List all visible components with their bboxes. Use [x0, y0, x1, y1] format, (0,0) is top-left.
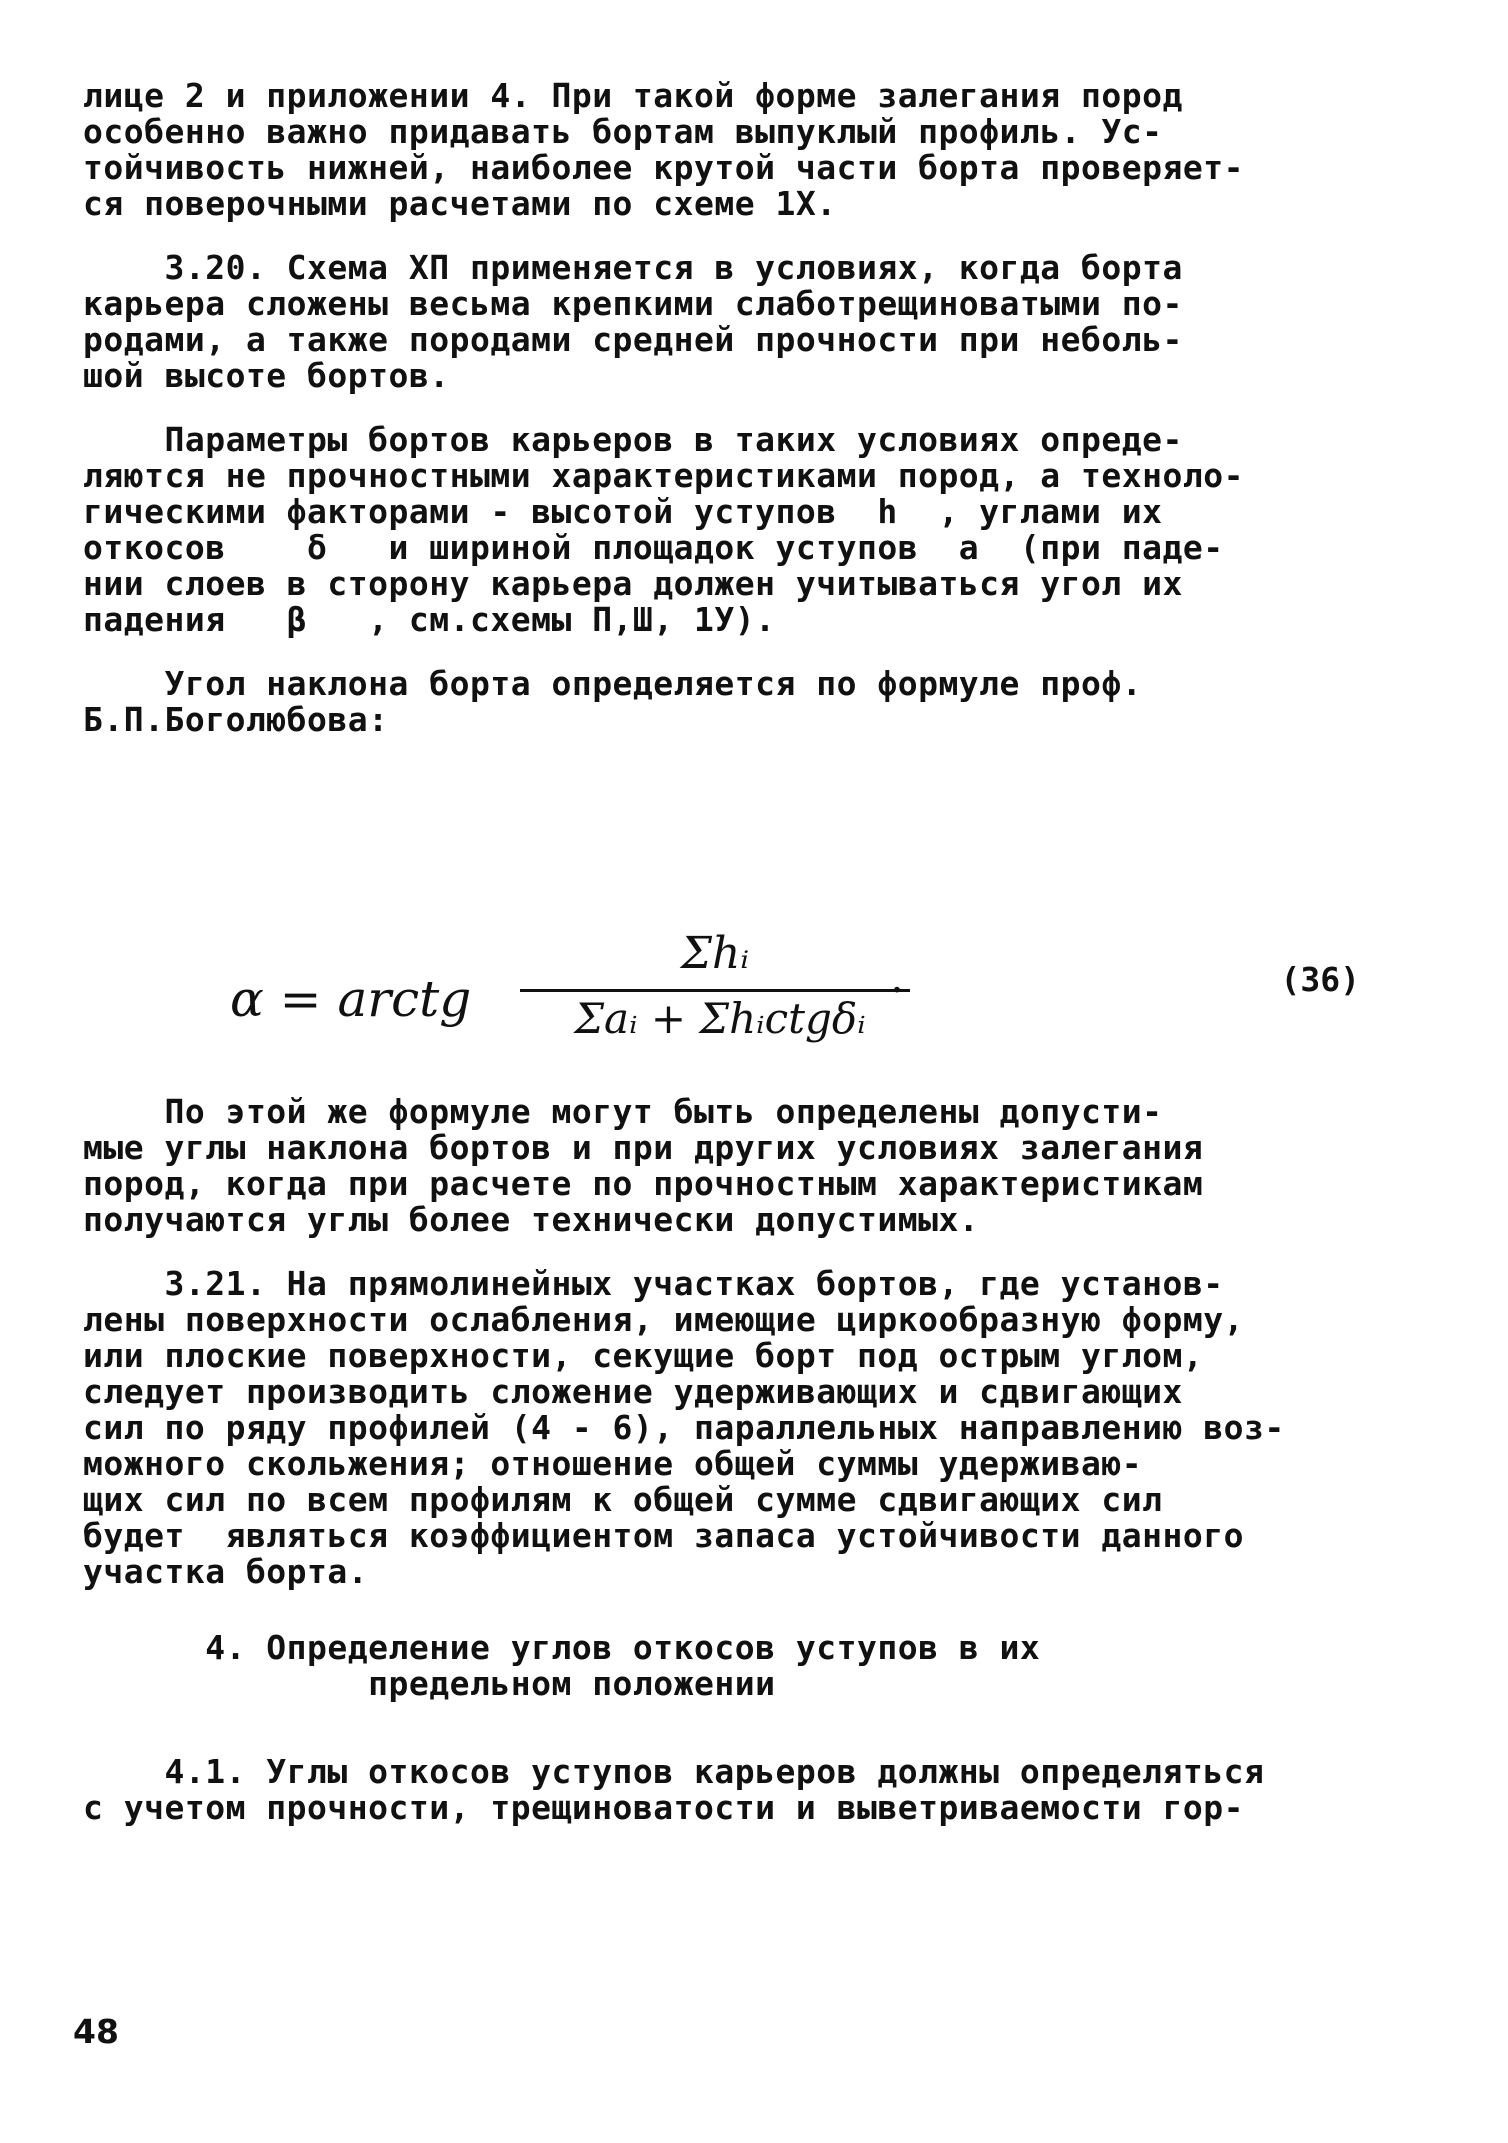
- page-number: 48: [73, 2012, 119, 2051]
- fraction-bar: [520, 989, 910, 992]
- params-line: откосов δ и шириной площадок уступов a (при паде-: [83, 528, 1224, 567]
- section-3-20-line: родами, а также породами средней прочности при неболь-: [83, 320, 1183, 359]
- section-3-20-line: шой высоте бортов.: [83, 356, 450, 395]
- formula-period: .: [890, 952, 904, 1003]
- params-line: ляются не прочностными характеристиками пород, а техноло-: [83, 456, 1244, 495]
- section-3-20-line: 3.20. Схема ХП применяется в условиях, когда борта: [83, 248, 1183, 287]
- params-line: гическими факторами - высотой уступов h , углами их: [83, 492, 1163, 531]
- formula-intro-line: Б.П.Боголюбова:: [83, 700, 389, 739]
- text-line: ся поверочными расчетами по схеме 1Х.: [83, 184, 837, 223]
- formula-numerator: Σhᵢ: [680, 928, 750, 979]
- section-3-21-line: можного скольжения; отношение общей суммы удерживаю-: [83, 1444, 1143, 1483]
- section-3-21-line: или плоские поверхности, секущие борт под острым углом,: [83, 1336, 1204, 1375]
- section-3-21-line: будет являться коэффициентом запаса устойчивости данного: [83, 1516, 1244, 1555]
- section-3-21-line: следует производить сложение удерживающих и сдвигающих: [83, 1372, 1183, 1411]
- params-line: нии слоев в сторону карьера должен учитываться угол их: [83, 564, 1183, 603]
- formula-denominator: Σaᵢ + Σhᵢctgδᵢ: [574, 994, 866, 1043]
- params-line: падения β , см.схемы П,Ш, 1У).: [83, 600, 776, 639]
- section-3-21-line: участка борта.: [83, 1552, 369, 1591]
- equation-number: (36): [1280, 960, 1360, 999]
- section-3-21-line: 3.21. На прямолинейных участках бортов, где установ-: [83, 1264, 1224, 1303]
- section-3-21-line: сил по ряду профилей (4 - 6), параллельных направлению воз-: [83, 1408, 1285, 1447]
- section-4-1-line: с учетом прочности, трещиноватости и выветриваемости гор-: [83, 1788, 1244, 1827]
- bogolyubov-formula: [230, 930, 1360, 1080]
- section-3-21-line: лены поверхности ослабления, имеющие циркообразную форму,: [83, 1300, 1244, 1339]
- formula-lhs: α = arctg: [230, 970, 472, 1028]
- params-line: Параметры бортов карьеров в таких условиях опреде-: [83, 420, 1183, 459]
- section-3-21-line: щих сил по всем профилям к общей сумме сдвигающих сил: [83, 1480, 1163, 1519]
- formula-intro-line: Угол наклона борта определяется по формуле проф.: [83, 664, 1143, 703]
- section-4-1-line: 4.1. Углы откосов уступов карьеров должны определяться: [83, 1752, 1265, 1791]
- same-formula-line: пород, когда при расчете по прочностным характеристикам: [83, 1164, 1204, 1203]
- text-line: тойчивость нижней, наиболее крутой части борта проверяет-: [83, 148, 1244, 187]
- text-line: лице 2 и приложении 4. При такой форме залегания пород: [83, 76, 1183, 115]
- same-formula-line: По этой же формуле могут быть определены допусти-: [83, 1092, 1163, 1131]
- same-formula-line: получаются углы более технически допустимых.: [83, 1200, 980, 1239]
- section-3-20-line: карьера сложены весьма крепкими слаботрещиноватыми по-: [83, 284, 1183, 323]
- section-heading: 4. Определение углов откосов уступов в их: [83, 1628, 1041, 1667]
- same-formula-line: мые углы наклона бортов и при других условиях залегания: [83, 1128, 1204, 1167]
- section-heading: предельном положении: [83, 1664, 776, 1703]
- text-line: особенно важно придавать бортам выпуклый профиль. Ус-: [83, 112, 1163, 151]
